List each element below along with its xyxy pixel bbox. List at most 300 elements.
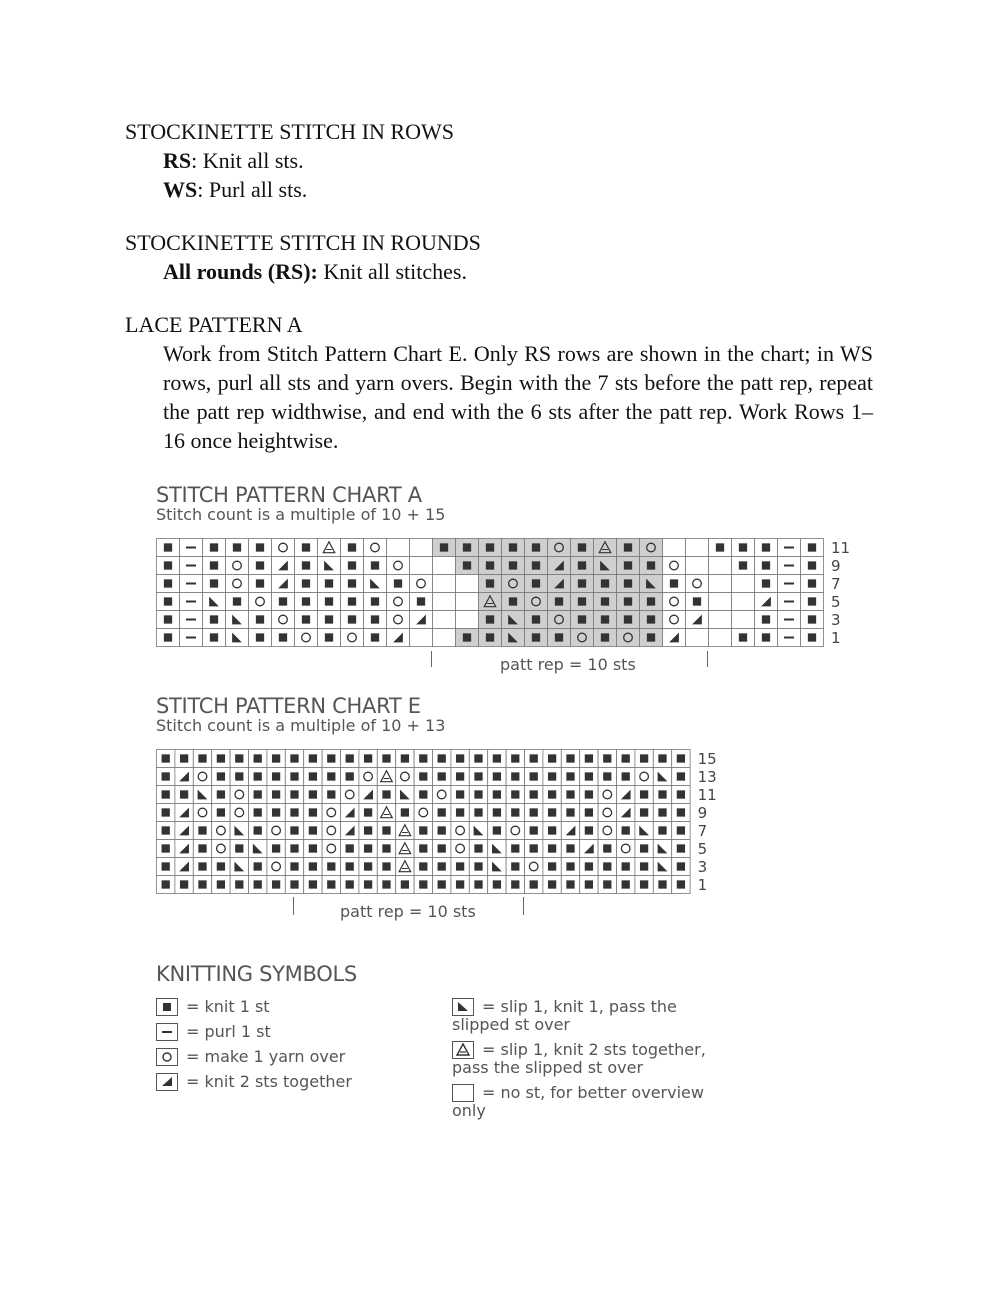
chart-cell-yarn-over — [359, 768, 377, 786]
chart-cell-sk2p — [396, 822, 414, 840]
chart-cell-knit — [341, 575, 364, 593]
chart-cell-knit — [414, 876, 432, 894]
chart-cell-knit — [598, 876, 616, 894]
chart-cell-knit — [451, 804, 469, 822]
chart-cell-knit — [359, 840, 377, 858]
chart-cell-knit — [502, 557, 525, 575]
chart-cell-k2tog — [561, 822, 579, 840]
chart-a-rep-end-tick — [707, 651, 708, 667]
chart-cell-skp — [502, 611, 525, 629]
chart-cell-skp — [488, 840, 506, 858]
stockinette-rows-title: STOCKINETTE STITCH IN ROWS — [125, 119, 454, 144]
chart-cell-purl — [778, 611, 801, 629]
chart-cell-knit — [249, 858, 267, 876]
chart-cell-knit — [193, 840, 211, 858]
chart-cell-knit — [249, 822, 267, 840]
chart-cell-knit — [157, 575, 180, 593]
chart-cell-knit — [571, 539, 594, 557]
legend-yarn-over-text: = make 1 yarn over — [186, 1047, 346, 1066]
chart-cell-knit — [571, 611, 594, 629]
chart-cell-knit — [525, 750, 543, 768]
chart-cell-knit — [543, 804, 561, 822]
chart-cell-knit — [157, 611, 180, 629]
chart-cell-knit — [709, 539, 732, 557]
legend-no-st-text: = no st, for better overview only — [452, 1083, 704, 1120]
chart-cell-yarn-over — [502, 575, 525, 593]
chart-e-rep-label: patt rep = 10 sts — [340, 902, 476, 921]
chart-cell-knit — [561, 840, 579, 858]
chart-cell-knit — [414, 786, 432, 804]
chart-cell-yarn-over — [322, 822, 340, 840]
chart-cell-knit — [755, 629, 778, 647]
chart-cell-knit — [502, 539, 525, 557]
chart-cell-yarn-over — [548, 611, 571, 629]
chart-cell-no-st — [410, 539, 433, 557]
chart-row-label: 13 — [697, 767, 717, 786]
chart-cell-no-st — [410, 629, 433, 647]
chart-cell-knit — [230, 876, 248, 894]
chart-cell-knit — [249, 876, 267, 894]
chart-cell-knit — [488, 876, 506, 894]
chart-cell-knit — [322, 768, 340, 786]
chart-cell-knit — [451, 876, 469, 894]
chart-cell-knit — [543, 840, 561, 858]
chart-cell-knit — [479, 575, 502, 593]
rounds-text: Knit all stitches. — [317, 259, 467, 284]
chart-cell-knit — [456, 539, 479, 557]
chart-cell-knit — [525, 575, 548, 593]
chart-cell-knit — [663, 575, 686, 593]
chart-cell-knit — [341, 593, 364, 611]
chart-cell-knit — [359, 750, 377, 768]
chart-cell-knit — [598, 750, 616, 768]
chart-cell-knit — [594, 611, 617, 629]
chart-cell-knit — [580, 822, 598, 840]
chart-cell-knit — [304, 840, 322, 858]
chart-cell-knit — [548, 629, 571, 647]
chart-cell-knit — [410, 593, 433, 611]
chart-cell-yarn-over — [341, 786, 359, 804]
chart-cell-knit — [285, 822, 303, 840]
chart-cell-knit — [272, 629, 295, 647]
chart-cell-skp — [230, 822, 248, 840]
chart-cell-no-st — [433, 629, 456, 647]
chart-cell-knit — [157, 786, 175, 804]
yarn-over-symbol-icon — [156, 1048, 178, 1066]
chart-cell-knit — [580, 786, 598, 804]
chart-cell-knit — [359, 804, 377, 822]
chart-cell-knit — [157, 804, 175, 822]
chart-cell-knit — [617, 768, 635, 786]
chart-cell-knit — [157, 876, 175, 894]
chart-cell-knit — [801, 557, 824, 575]
chart-cell-no-st — [686, 629, 709, 647]
chart-cell-yarn-over — [272, 539, 295, 557]
chart-cell-knit — [267, 786, 285, 804]
chart-cell-knit — [364, 557, 387, 575]
chart-cell-knit — [212, 768, 230, 786]
chart-cell-knit — [249, 786, 267, 804]
chart-cell-knit — [640, 557, 663, 575]
chart-cell-knit — [396, 876, 414, 894]
chart-cell-knit — [525, 539, 548, 557]
chart-cell-k2tog — [175, 804, 193, 822]
chart-cell-knit — [364, 593, 387, 611]
chart-cell-knit — [598, 858, 616, 876]
chart-cell-knit — [175, 786, 193, 804]
chart-cell-knit — [635, 876, 653, 894]
chart-cell-knit — [157, 557, 180, 575]
chart-cell-yarn-over — [414, 804, 432, 822]
chart-cell-knit — [543, 768, 561, 786]
chart-cell-no-st — [709, 629, 732, 647]
chart-cell-knit — [157, 629, 180, 647]
chart-cell-purl — [180, 557, 203, 575]
chart-cell-yarn-over — [617, 840, 635, 858]
chart-cell-knit — [686, 593, 709, 611]
chart-cell-yarn-over — [387, 593, 410, 611]
chart-cell-knit — [525, 804, 543, 822]
chart-cell-knit — [377, 840, 395, 858]
chart-cell-sk2p — [396, 840, 414, 858]
chart-cell-no-st — [709, 575, 732, 593]
chart-cell-knit — [285, 750, 303, 768]
chart-cell-no-st — [387, 539, 410, 557]
chart-cell-knit — [285, 876, 303, 894]
chart-cell-knit — [364, 611, 387, 629]
chart-cell-no-st — [732, 575, 755, 593]
chart-cell-yarn-over — [230, 804, 248, 822]
chart-cell-yarn-over — [226, 575, 249, 593]
chart-cell-knit — [359, 876, 377, 894]
chart-cell-knit — [469, 750, 487, 768]
chart-cell-no-st — [686, 539, 709, 557]
chart-cell-purl — [180, 629, 203, 647]
chart-cell-knit — [341, 557, 364, 575]
chart-cell-knit — [561, 768, 579, 786]
chart-cell-sk2p — [318, 539, 341, 557]
chart-cell-k2tog — [548, 575, 571, 593]
chart-cell-knit — [543, 858, 561, 876]
chart-cell-k2tog — [580, 840, 598, 858]
chart-cell-purl — [180, 593, 203, 611]
chart-cell-knit — [175, 750, 193, 768]
chart-cell-knit — [635, 786, 653, 804]
chart-cell-no-st — [433, 611, 456, 629]
chart-cell-knit — [525, 840, 543, 858]
chart-cell-knit — [414, 858, 432, 876]
rs-text: : Knit all sts. — [191, 148, 304, 173]
chart-cell-yarn-over — [617, 629, 640, 647]
chart-cell-knit — [617, 557, 640, 575]
lace-pattern-a-title: LACE PATTERN A — [125, 312, 303, 337]
chart-cell-knit — [594, 575, 617, 593]
chart-cell-knit — [377, 786, 395, 804]
chart-cell-knit — [318, 593, 341, 611]
chart-cell-knit — [617, 822, 635, 840]
chart-cell-knit — [212, 750, 230, 768]
chart-cell-knit — [285, 858, 303, 876]
chart-cell-knit — [525, 768, 543, 786]
chart-row-label: 5 — [831, 592, 841, 611]
chart-cell-knit — [230, 750, 248, 768]
chart-cell-knit — [469, 768, 487, 786]
chart-a-rep-label: patt rep = 10 sts — [500, 655, 636, 674]
chart-cell-k2tog — [617, 804, 635, 822]
chart-cell-skp — [364, 575, 387, 593]
rounds-label: All rounds (RS): — [163, 259, 318, 284]
chart-row-label: 3 — [831, 610, 841, 629]
ws-text: : Purl all sts. — [197, 177, 308, 202]
chart-cell-knit — [506, 876, 524, 894]
chart-cell-yarn-over — [635, 768, 653, 786]
k2tog-symbol-icon — [156, 1073, 178, 1091]
chart-cell-skp — [230, 858, 248, 876]
chart-cell-knit — [451, 750, 469, 768]
legend-knit-text: = knit 1 st — [186, 997, 270, 1016]
chart-cell-k2tog — [548, 557, 571, 575]
purl-symbol-icon — [156, 1023, 178, 1041]
chart-cell-knit — [157, 750, 175, 768]
chart-cell-knit — [635, 858, 653, 876]
lace-pattern-a-section — [125, 310, 885, 455]
chart-cell-knit — [635, 750, 653, 768]
chart-cell-knit — [285, 804, 303, 822]
chart-cell-knit — [249, 539, 272, 557]
chart-cell-yarn-over — [193, 804, 211, 822]
chart-cell-knit — [414, 768, 432, 786]
chart-cell-knit — [502, 593, 525, 611]
chart-cell-knit — [561, 786, 579, 804]
chart-cell-yarn-over — [598, 786, 616, 804]
chart-cell-yarn-over — [571, 629, 594, 647]
chart-cell-knit — [341, 539, 364, 557]
chart-cell-no-st — [456, 575, 479, 593]
chart-cell-knit — [249, 575, 272, 593]
chart-cell-yarn-over — [506, 822, 524, 840]
chart-cell-knit — [157, 539, 180, 557]
chart-cell-knit — [571, 593, 594, 611]
chart-cell-knit — [506, 804, 524, 822]
chart-cell-knit — [469, 858, 487, 876]
chart-row-label: 11 — [831, 538, 851, 557]
rs-label: RS — [163, 148, 192, 173]
chart-cell-knit — [267, 768, 285, 786]
chart-row-label: 1 — [697, 875, 708, 894]
chart-cell-sk2p — [377, 768, 395, 786]
chart-cell-yarn-over — [341, 629, 364, 647]
chart-cell-knit — [456, 557, 479, 575]
chart-cell-purl — [180, 611, 203, 629]
chart-cell-knit — [672, 840, 690, 858]
chart-cell-yarn-over — [272, 611, 295, 629]
chart-cell-yarn-over — [387, 557, 410, 575]
stockinette-rounds-title: STOCKINETTE STITCH IN ROUNDS — [125, 230, 481, 255]
chart-cell-knit — [525, 557, 548, 575]
chart-cell-knit — [212, 786, 230, 804]
chart-cell-knit — [801, 539, 824, 557]
chart-cell-yarn-over — [322, 840, 340, 858]
chart-cell-knit — [469, 840, 487, 858]
chart-cell-knit — [653, 804, 671, 822]
chart-cell-knit — [295, 539, 318, 557]
chart-cell-skp — [653, 768, 671, 786]
chart-cell-knit — [322, 750, 340, 768]
chart-cell-knit — [433, 822, 451, 840]
chart-cell-knit — [543, 786, 561, 804]
chart-cell-knit — [479, 611, 502, 629]
chart-cell-yarn-over — [598, 822, 616, 840]
chart-cell-yarn-over — [295, 629, 318, 647]
chart-cell-knit — [249, 750, 267, 768]
chart-cell-knit — [755, 611, 778, 629]
chart-cell-skp — [635, 822, 653, 840]
chart-cell-knit — [267, 804, 285, 822]
chart-cell-knit — [571, 575, 594, 593]
chart-cell-skp — [226, 611, 249, 629]
chart-cell-knit — [433, 750, 451, 768]
chart-cell-knit — [203, 629, 226, 647]
chart-cell-knit — [801, 575, 824, 593]
chart-cell-knit — [617, 575, 640, 593]
chart-cell-knit — [548, 593, 571, 611]
chart-cell-knit — [341, 768, 359, 786]
stockinette-rounds-line — [163, 257, 885, 286]
chart-cell-yarn-over — [226, 557, 249, 575]
chart-cell-knit — [212, 858, 230, 876]
chart-cell-knit — [594, 593, 617, 611]
chart-cell-knit — [249, 611, 272, 629]
chart-cell-knit — [226, 539, 249, 557]
chart-cell-knit — [433, 840, 451, 858]
chart-cell-skp — [226, 629, 249, 647]
chart-cell-knit — [561, 750, 579, 768]
chart-cell-knit — [203, 557, 226, 575]
legend-sk2p-text: = slip 1, knit 2 sts together, pass the slipped st over — [452, 1040, 706, 1077]
chart-cell-knit — [377, 822, 395, 840]
chart-cell-knit — [672, 876, 690, 894]
chart-cell-knit — [304, 822, 322, 840]
chart-cell-knit — [525, 822, 543, 840]
chart-cell-yarn-over — [663, 593, 686, 611]
chart-cell-knit — [304, 876, 322, 894]
chart-cell-yarn-over — [396, 768, 414, 786]
chart-cell-knit — [193, 750, 211, 768]
chart-cell-knit — [653, 786, 671, 804]
chart-cell-knit — [672, 768, 690, 786]
chart-cell-knit — [732, 539, 755, 557]
chart-cell-knit — [451, 768, 469, 786]
chart-cell-no-st — [433, 593, 456, 611]
chart-cell-k2tog — [272, 575, 295, 593]
chart-cell-knit — [249, 629, 272, 647]
chart-cell-knit — [157, 858, 175, 876]
chart-cell-knit — [479, 629, 502, 647]
chart-cell-knit — [732, 557, 755, 575]
chart-cell-k2tog — [387, 629, 410, 647]
chart-cell-knit — [193, 858, 211, 876]
chart-cell-knit — [506, 768, 524, 786]
chart-cell-knit — [377, 876, 395, 894]
chart-cell-knit — [635, 840, 653, 858]
chart-cell-knit — [341, 750, 359, 768]
chart-cell-no-st — [709, 593, 732, 611]
chart-cell-knit — [157, 768, 175, 786]
chart-cell-no-st — [709, 611, 732, 629]
chart-cell-knit — [801, 593, 824, 611]
chart-cell-knit — [318, 629, 341, 647]
chart-cell-knit — [341, 858, 359, 876]
chart-cell-knit — [469, 876, 487, 894]
knit-symbol-icon — [156, 998, 178, 1016]
chart-cell-yarn-over — [451, 822, 469, 840]
chart-cell-yarn-over — [212, 840, 230, 858]
chart-cell-knit — [318, 611, 341, 629]
chart-cell-knit — [755, 575, 778, 593]
chart-cell-knit — [635, 804, 653, 822]
chart-cell-yarn-over — [212, 822, 230, 840]
chart-cell-knit — [525, 629, 548, 647]
chart-cell-knit — [285, 840, 303, 858]
chart-cell-knit — [617, 858, 635, 876]
chart-cell-knit — [525, 876, 543, 894]
chart-cell-knit — [469, 804, 487, 822]
chart-a-grid — [156, 538, 826, 648]
chart-cell-knit — [414, 840, 432, 858]
chart-cell-yarn-over — [663, 557, 686, 575]
chart-cell-skp — [193, 786, 211, 804]
chart-cell-knit — [322, 876, 340, 894]
chart-cell-knit — [377, 858, 395, 876]
chart-cell-knit — [451, 858, 469, 876]
chart-cell-knit — [479, 539, 502, 557]
chart-cell-knit — [364, 629, 387, 647]
chart-cell-knit — [469, 786, 487, 804]
chart-cell-skp — [502, 629, 525, 647]
chart-cell-knit — [175, 876, 193, 894]
chart-cell-k2tog — [755, 593, 778, 611]
chart-cell-yarn-over — [267, 822, 285, 840]
chart-cell-knit — [304, 804, 322, 822]
stockinette-rounds-section — [125, 228, 885, 286]
chart-cell-knit — [653, 876, 671, 894]
chart-cell-knit — [414, 822, 432, 840]
chart-cell-k2tog — [663, 629, 686, 647]
chart-cell-knit — [594, 629, 617, 647]
chart-row-label: 9 — [831, 556, 841, 575]
chart-cell-knit — [230, 840, 248, 858]
chart-cell-knit — [193, 876, 211, 894]
chart-cell-yarn-over — [433, 786, 451, 804]
chart-cell-skp — [653, 858, 671, 876]
chart-cell-knit — [304, 786, 322, 804]
chart-cell-knit — [598, 840, 616, 858]
chart-cell-knit — [640, 593, 663, 611]
chart-cell-knit — [359, 822, 377, 840]
chart-a-subtitle: Stitch count is a multiple of 10 + 15 — [156, 505, 446, 524]
chart-e-rep-end-tick — [523, 897, 524, 915]
chart-cell-sk2p — [594, 539, 617, 557]
chart-cell-knit — [341, 611, 364, 629]
chart-cell-k2tog — [359, 786, 377, 804]
ws-label: WS — [163, 177, 198, 202]
chart-cell-knit — [157, 840, 175, 858]
chart-cell-knit — [433, 539, 456, 557]
chart-cell-skp — [318, 557, 341, 575]
chart-cell-knit — [212, 876, 230, 894]
chart-cell-knit — [203, 539, 226, 557]
chart-cell-no-st — [686, 557, 709, 575]
